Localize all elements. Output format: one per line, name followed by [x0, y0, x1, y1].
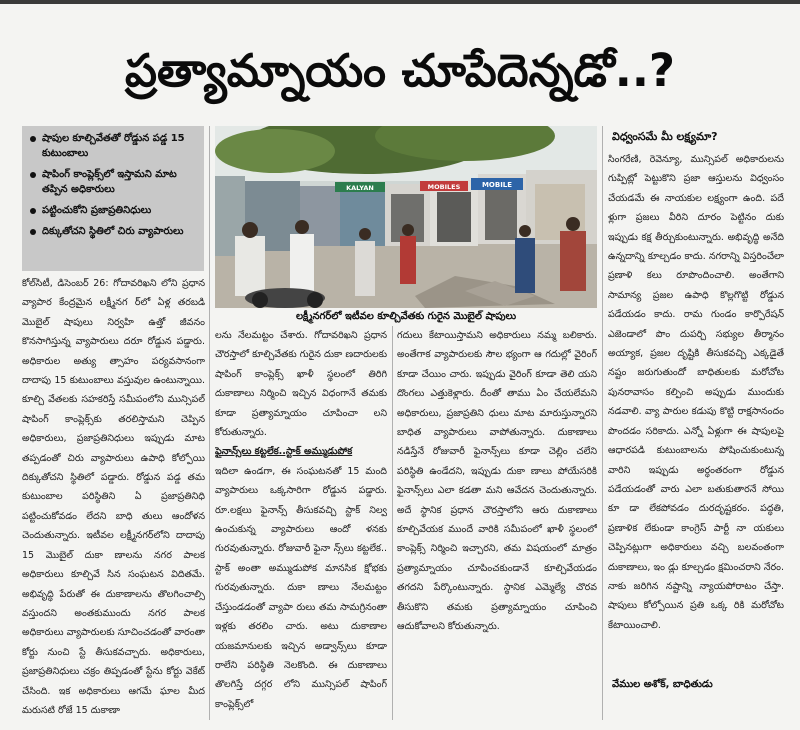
article-text: కోల్‌సిటీ, డిసెంబర్‌ 26: గోదావరిఖని లోని ప్రధాన వ్యాపార కేంద్రమైన లక్ష్మీనగ ర్‌లో ఏళ్ల తరబడి మొబైల్‌ షాపులు నిర్వహి ఉత్తో జీవనం కొనసాగిస్తున్న వ్యాపారులు దరూ రోడ్డున పడ్డారు. అధికారుల అత్యు త్సాహం పర్యవసానంగా దాదాపు 15 కుటుంబాలు వస్తువుల ఉంటున్నాయి. కూల్చి వేతలకు సహకరిస్తే సమీపంలోని మున్సిపల్‌ షాపింగ్‌ కాంప్లెక్స్‌కు తరలిస్తామని చెప్పిన అధికారులు, ప్రజాప్రతినిధులు ఇప్పుడు మాట తప్పడంతో చిరు వ్యాపారులు ఉపాధి కోల్పోయి దిక్కుతోచని స్థితిలో పడ్డారు. రోడ్డున పడ్డ తమ కుటుంబాల పరిస్థితిని ఏ ప్రజాప్రతినిధి పట్టించుకోవడం లేదని బాధి తులు ఆందోళన చెందుతున్నారు. ఇటీవల లక్ష్మీనగర్‌లోని దాదాపు 15 మొబైల్‌ దుకా ణాలను నగర పాలక అధికారులు కూల్చివే సిన సంఘటన విదితమే. అభివృద్ధి పేరుతో ఈ దుకాణాలను తొలగించాల్సి వస్తుందని అంతకుముందు నగర పాలక అధికారులు వ్యాపారులకు సూచించడంతో వారంతా కోర్టు నుంచి స్టే తీసుకవచ్చారు. అధికారులు, ప్రజాప్రతినిధులు చక్రం తిప్పడంతో స్టేను కోర్టు వెకేట్‌ చేసింది. ఇక అధికారులు ఆగమే ఘాల మీద మరుసటి రోజే 15 దుకాణా	[22, 278, 205, 716]
side-article-title: విధ్వంసమే మీ లక్ష్యమా?	[612, 130, 718, 143]
bullet-icon	[30, 229, 36, 235]
news-photo	[215, 126, 597, 308]
article-column-3	[397, 326, 597, 720]
bullet-icon	[30, 172, 36, 178]
highlight-text: దిక్కుతోచని స్థితిలో చిరు వ్యాపారులు	[42, 226, 184, 237]
highlight-item	[26, 167, 198, 197]
column-divider	[209, 126, 210, 720]
highlights-box	[22, 126, 204, 271]
article-text: గదులు కేటాయిస్తామని అధికారులు నమ్మ బలికారు. అంతేగాక వ్యాపారులకు సౌల భ్యంగా ఆ గదుల్లో వైరింగ్‌ కూడా చేయిం చారు. ఇప్పుడు వైరింగ్‌ కూడా తెలి యని దొంగలు ఎత్తుకెళ్లారు. దీంతో తాము ఏం చేయలేమని అధికారులు, ప్రజాప్రతిని ధులు మాట మారుస్తున్నారని బాధిత వ్యాపారులు వాపోతున్నారు. దుకాణాలు నడిస్తేనే రోజువారీ ఫైనాన్స్‌లు కూడా చెల్లిం చలేని పరిస్థితి ఉండేదని, ఇప్పుడు దుకా ణాలు పోయేసరికి ఫైనాన్స్‌లు ఎలా కడతా మని ఆవేదన చెందుతున్నారు. అదే స్థానిక ప్రధాన చౌరస్తాలోని ఆరు దుకాణాలు కూల్చివేయక ముందే వారికి సమీపంలో ఖాళీ స్థలంలో కాంప్లెక్స్‌ నిర్మించి ఇచ్చారని, తమ విషయంలో మాత్రం ప్రత్యామ్నాయం చూపించకుండానే కూల్చివేయడం తగదని పేర్కొంటున్నారు. స్థానిక ఎమ్మెల్యే చొరవ తీసుకొని తమకు ప్రత్యామ్నాయం చూపించి ఆదుకోవాలని కోరుతున్నారు.	[397, 330, 597, 633]
shop-sign: MOBILES	[427, 183, 461, 191]
shop-sign: KALYAN	[346, 184, 374, 192]
bullet-icon	[30, 208, 36, 214]
column-divider	[602, 126, 603, 720]
side-article-column	[608, 150, 784, 672]
article-subhead: ఫైనాన్స్‌లు కట్టలేక..స్టాక్‌ అమ్ముడుపోక	[215, 446, 353, 458]
highlight-text: షాపుల కూల్చివేతతో రోడ్డున పడ్డ 15 కుటుంబాలు	[42, 133, 185, 159]
article-column-2	[215, 326, 387, 720]
highlight-text: పట్టించుకోని ప్రజాప్రతినిధులు	[42, 205, 152, 216]
highlight-item	[26, 224, 198, 239]
article-text: లను నేలమట్టం చేశారు. గోదావరిఖని ప్రధాన చౌరస్తాలో కూల్చివేతకు గురైన దుకా ణదారులకు షాపింగ్‌ కాంప్లెక్స్‌ ఖాళీ స్థలంలో తిరిగి దుకాణాలు నిర్మించి ఇచ్చిన విధంగానే తమకు కూడా ప్రత్యామ్నాయం చూపించా లని కోరుతున్నారు.	[215, 330, 387, 439]
article-text: సింగరేణి, రెవెన్యూ, మున్సిపల్‌ అధికారులను గుప్పిట్లో పెట్టుకొని ప్రజా ఆస్తులను విధ్వంసం చేయడమే ఈ నాయకుల లక్ష్యంగా ఉంది. పదే ళ్లుగా ప్రజలు వీరిని దూరం పెట్టినం దుకు ఇప్పుడు కక్ష తీర్చుకుంటున్నారు. అభివృద్ధి అనేది ఉన్నదాన్ని కూల్చడం కాదు. నగరాన్ని విస్తరించేలా ప్రణాళి కలు రూపొందించాలి. అంతేగాని సామాన్య ప్రజల ఉపాధి కొల్లగొట్టి రోడ్డున పడేయడం కాదు. రామ గుండం కార్పొరేషన్‌ ఎజెండాలో పొం దుపర్చి సభ్యుల తీర్మానం అయ్యాక, ప్రజల దృష్టికి తీసుకవచ్చి ఎక్కడైతే నష్టం జరుగుతుందో బాధితులకు మరోచోట పునరావాసం కల్పించి అప్పుడు ముందుకు నడవాలి. వ్యా పారుల కడుపు కొట్టి రాక్షసానందం పొందడం సరికాదు. ఎన్నో ఏళ్లుగా ఈ షాపులపై ఆధారపడి కుటుంబాలను పోషించుకుంటున్న వారిని ఇప్పుడు అర్ధంతరంగా రోడ్డున పడేయడంతో వారు ఎలా బతుకుతారనే సోయి కూ డా లేకపోవడం దురదృష్టకరం. పద్ధతి, ప్రణాళిక లేకుండా కాంగ్రెస్‌ పార్టీ నా యకులు చెప్పినట్లుగా అధికారులు వచ్చి బలవంతంగా దుకాణాలు, ఇం డ్లు కూల్చడం క్షమించరాని నేరం. నాకు జరిగిన నష్టాన్ని న్యాయపోరాటం చేస్తా. షాపులు కోల్పోయిన ప్రతి ఒక్క రికి మరోచోట కేటాయించాలి.	[608, 154, 784, 631]
demolished-shops-photo	[215, 126, 597, 308]
side-article-byline: వేముల అశోక్‌, బాధితుడు	[612, 679, 713, 690]
page-top-rule	[0, 0, 800, 4]
highlight-item	[26, 203, 198, 218]
shop-sign: MOBILE	[481, 181, 513, 189]
photo-caption: లక్ష్మీనగర్‌లో ఇటీవల కూల్చివేతకు గురైన మొబైల్‌ షాపులు	[295, 311, 517, 322]
bullet-icon	[30, 136, 36, 142]
highlight-item	[26, 131, 198, 161]
article-text: ఇదిలా ఉండగా, ఈ సంఘటనతో 15 మంది వ్యాపారులు ఒక్కసారిగా రోడ్డున పడ్డారు. రూ.లక్షలు ఫైనాన్స్‌ తీసుకవచ్చి స్టాక్‌ నిల్వ ఉంచుకున్న వ్యాపారులు ఆందో ళనకు గురవుతున్నారు. రోజువారీ ఫైనా న్స్‌లు కట్టలేక.. స్టాక్‌ అంతా అమ్ముడుపోక మానసిక క్షోభకు గురవుతున్నారు. దుకా ణాలు నేలమట్టం చేస్తుండడంతో వ్యాపా రులు తమ సామగ్రినంతా ఇళ్లకు తరలిం చారు. అటు దుకాణాల యజమానులకు ఇచ్చిన అడ్వాన్స్‌లు కూడా రాలేని పరిస్థితి నెలకొంది. ఈ దుకాణాలు తొలగిస్తే దగ్గర లోని మున్సిపల్‌ షాపింగ్‌ కాంప్లెక్స్‌లో	[215, 465, 387, 710]
highlight-text: షాపింగ్‌ కాంప్లెక్స్‌లో ఇస్తామని మాట తప్పిన అధికారులు	[42, 169, 177, 195]
article-column-1	[22, 274, 205, 720]
column-divider	[392, 326, 393, 720]
article-headline: ప్రత్యామ్నాయం చూపేదెన్నడో..?	[124, 44, 676, 97]
